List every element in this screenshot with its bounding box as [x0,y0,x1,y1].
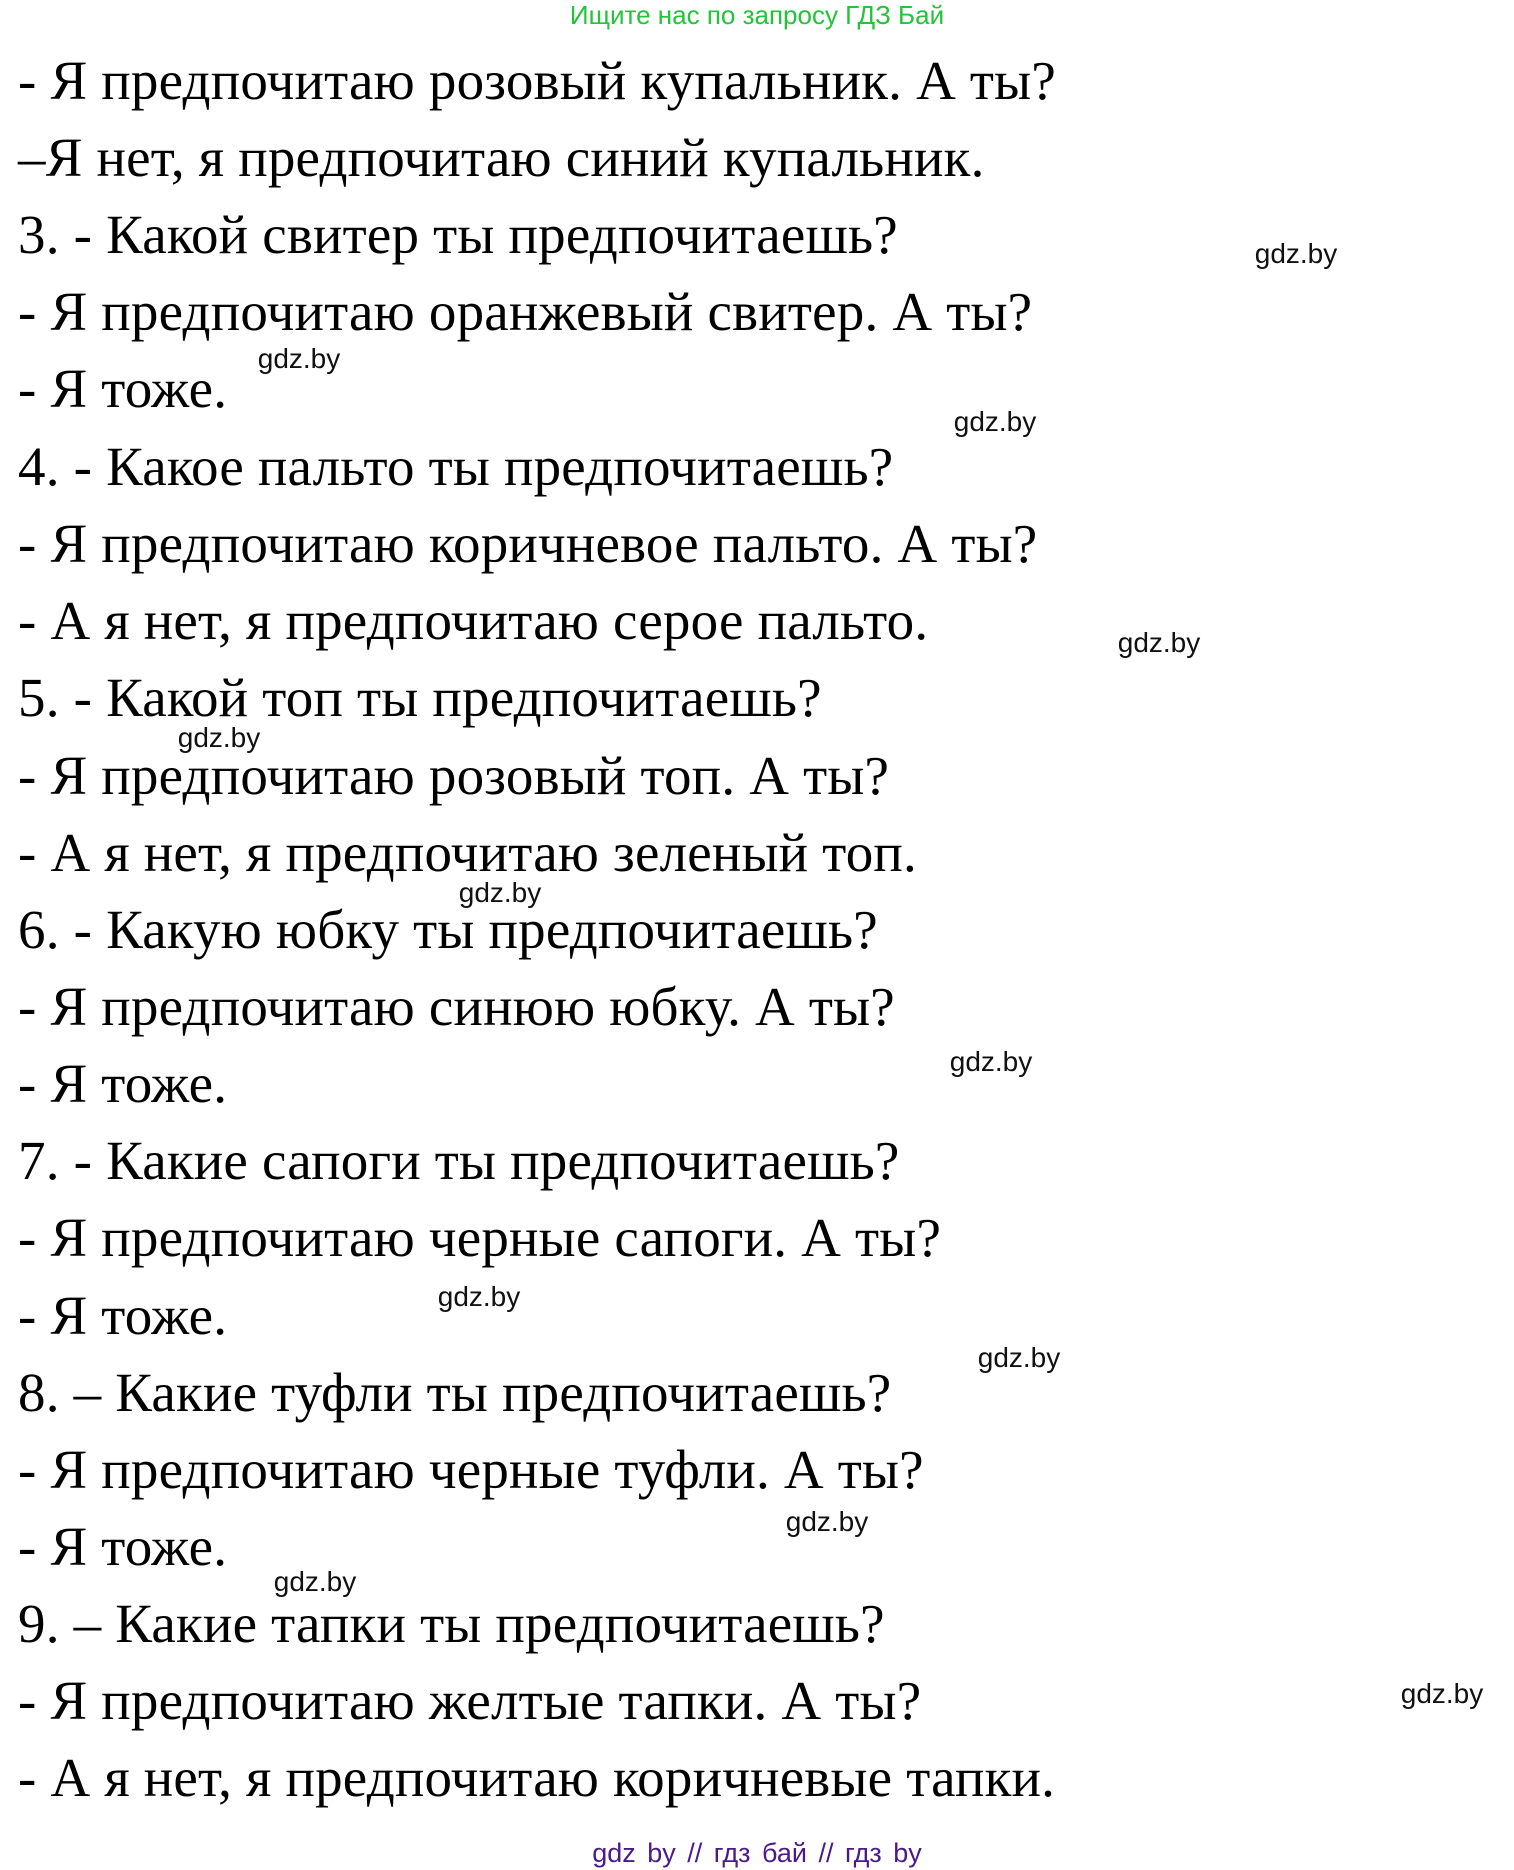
gdz-watermark: gdz.by [953,406,1037,437]
text-line: 7. - Какие сапоги ты предпочитаешь? [18,1130,900,1191]
text-line: - Я предпочитаю коричневое пальто. А ты? [18,513,1038,574]
gdz-watermark: gdz.by [949,1046,1033,1077]
text-line: - Я предпочитаю черные туфли. А ты? [18,1439,924,1500]
text-line: –Я нет, я предпочитаю синий купальник. [18,127,985,188]
text-line: - Я тоже. [18,1516,228,1577]
footer-watermark: gdz by // гдз бай // гдз by [592,1838,922,1868]
gdz-watermark: gdz.by [177,722,261,753]
text-line: - А я нет, я предпочитаю зеленый топ. [18,822,918,883]
gdz-watermark: gdz.by [1254,238,1338,269]
gdz-watermark: gdz.by [785,1506,869,1537]
text-line: 8. – Какие туфли ты предпочитаешь? [18,1362,892,1423]
text-line: 4. - Какое пальто ты предпочитаешь? [18,436,894,497]
gdz-watermark: gdz.by [1400,1678,1484,1709]
text-line: 3. - Какой свитер ты предпочитаешь? [18,204,898,265]
text-line: 5. - Какой топ ты предпочитаешь? [18,667,822,728]
gdz-watermark: gdz.by [273,1566,357,1597]
text-line: - Я предпочитаю синюю юбку. А ты? [18,976,895,1037]
text-line: - Я предпочитаю черные сапоги. А ты? [18,1207,942,1268]
header-watermark: Ищите нас по запросу ГДЗ Бай [569,0,945,30]
text-line: - Я предпочитаю оранжевый свитер. А ты? [18,281,1033,342]
text-line: - Я предпочитаю розовый купальник. А ты? [18,50,1056,111]
text-line: - Я предпочитаю розовый топ. А ты? [18,745,890,806]
gdz-watermark: gdz.by [257,343,341,374]
gdz-watermark: gdz.by [977,1342,1061,1373]
text-line: 6. - Какую юбку ты предпочитаешь? [18,899,878,960]
text-line: - Я предпочитаю желтые тапки. А ты? [18,1670,922,1731]
text-line: - Я тоже. [18,1285,228,1346]
gdz-watermark: gdz.by [1117,627,1201,658]
text-line: - Я тоже. [18,1053,228,1114]
text-line: - Я тоже. [18,358,228,419]
text-line: - А я нет, я предпочитаю серое пальто. [18,590,929,651]
gdz-watermark: gdz.by [437,1281,521,1312]
gdz-watermark: gdz.by [458,877,542,908]
text-line: 9. – Какие тапки ты предпочитаешь? [18,1593,885,1654]
text-line: - А я нет, я предпочитаю коричневые тапки. [18,1747,1056,1808]
